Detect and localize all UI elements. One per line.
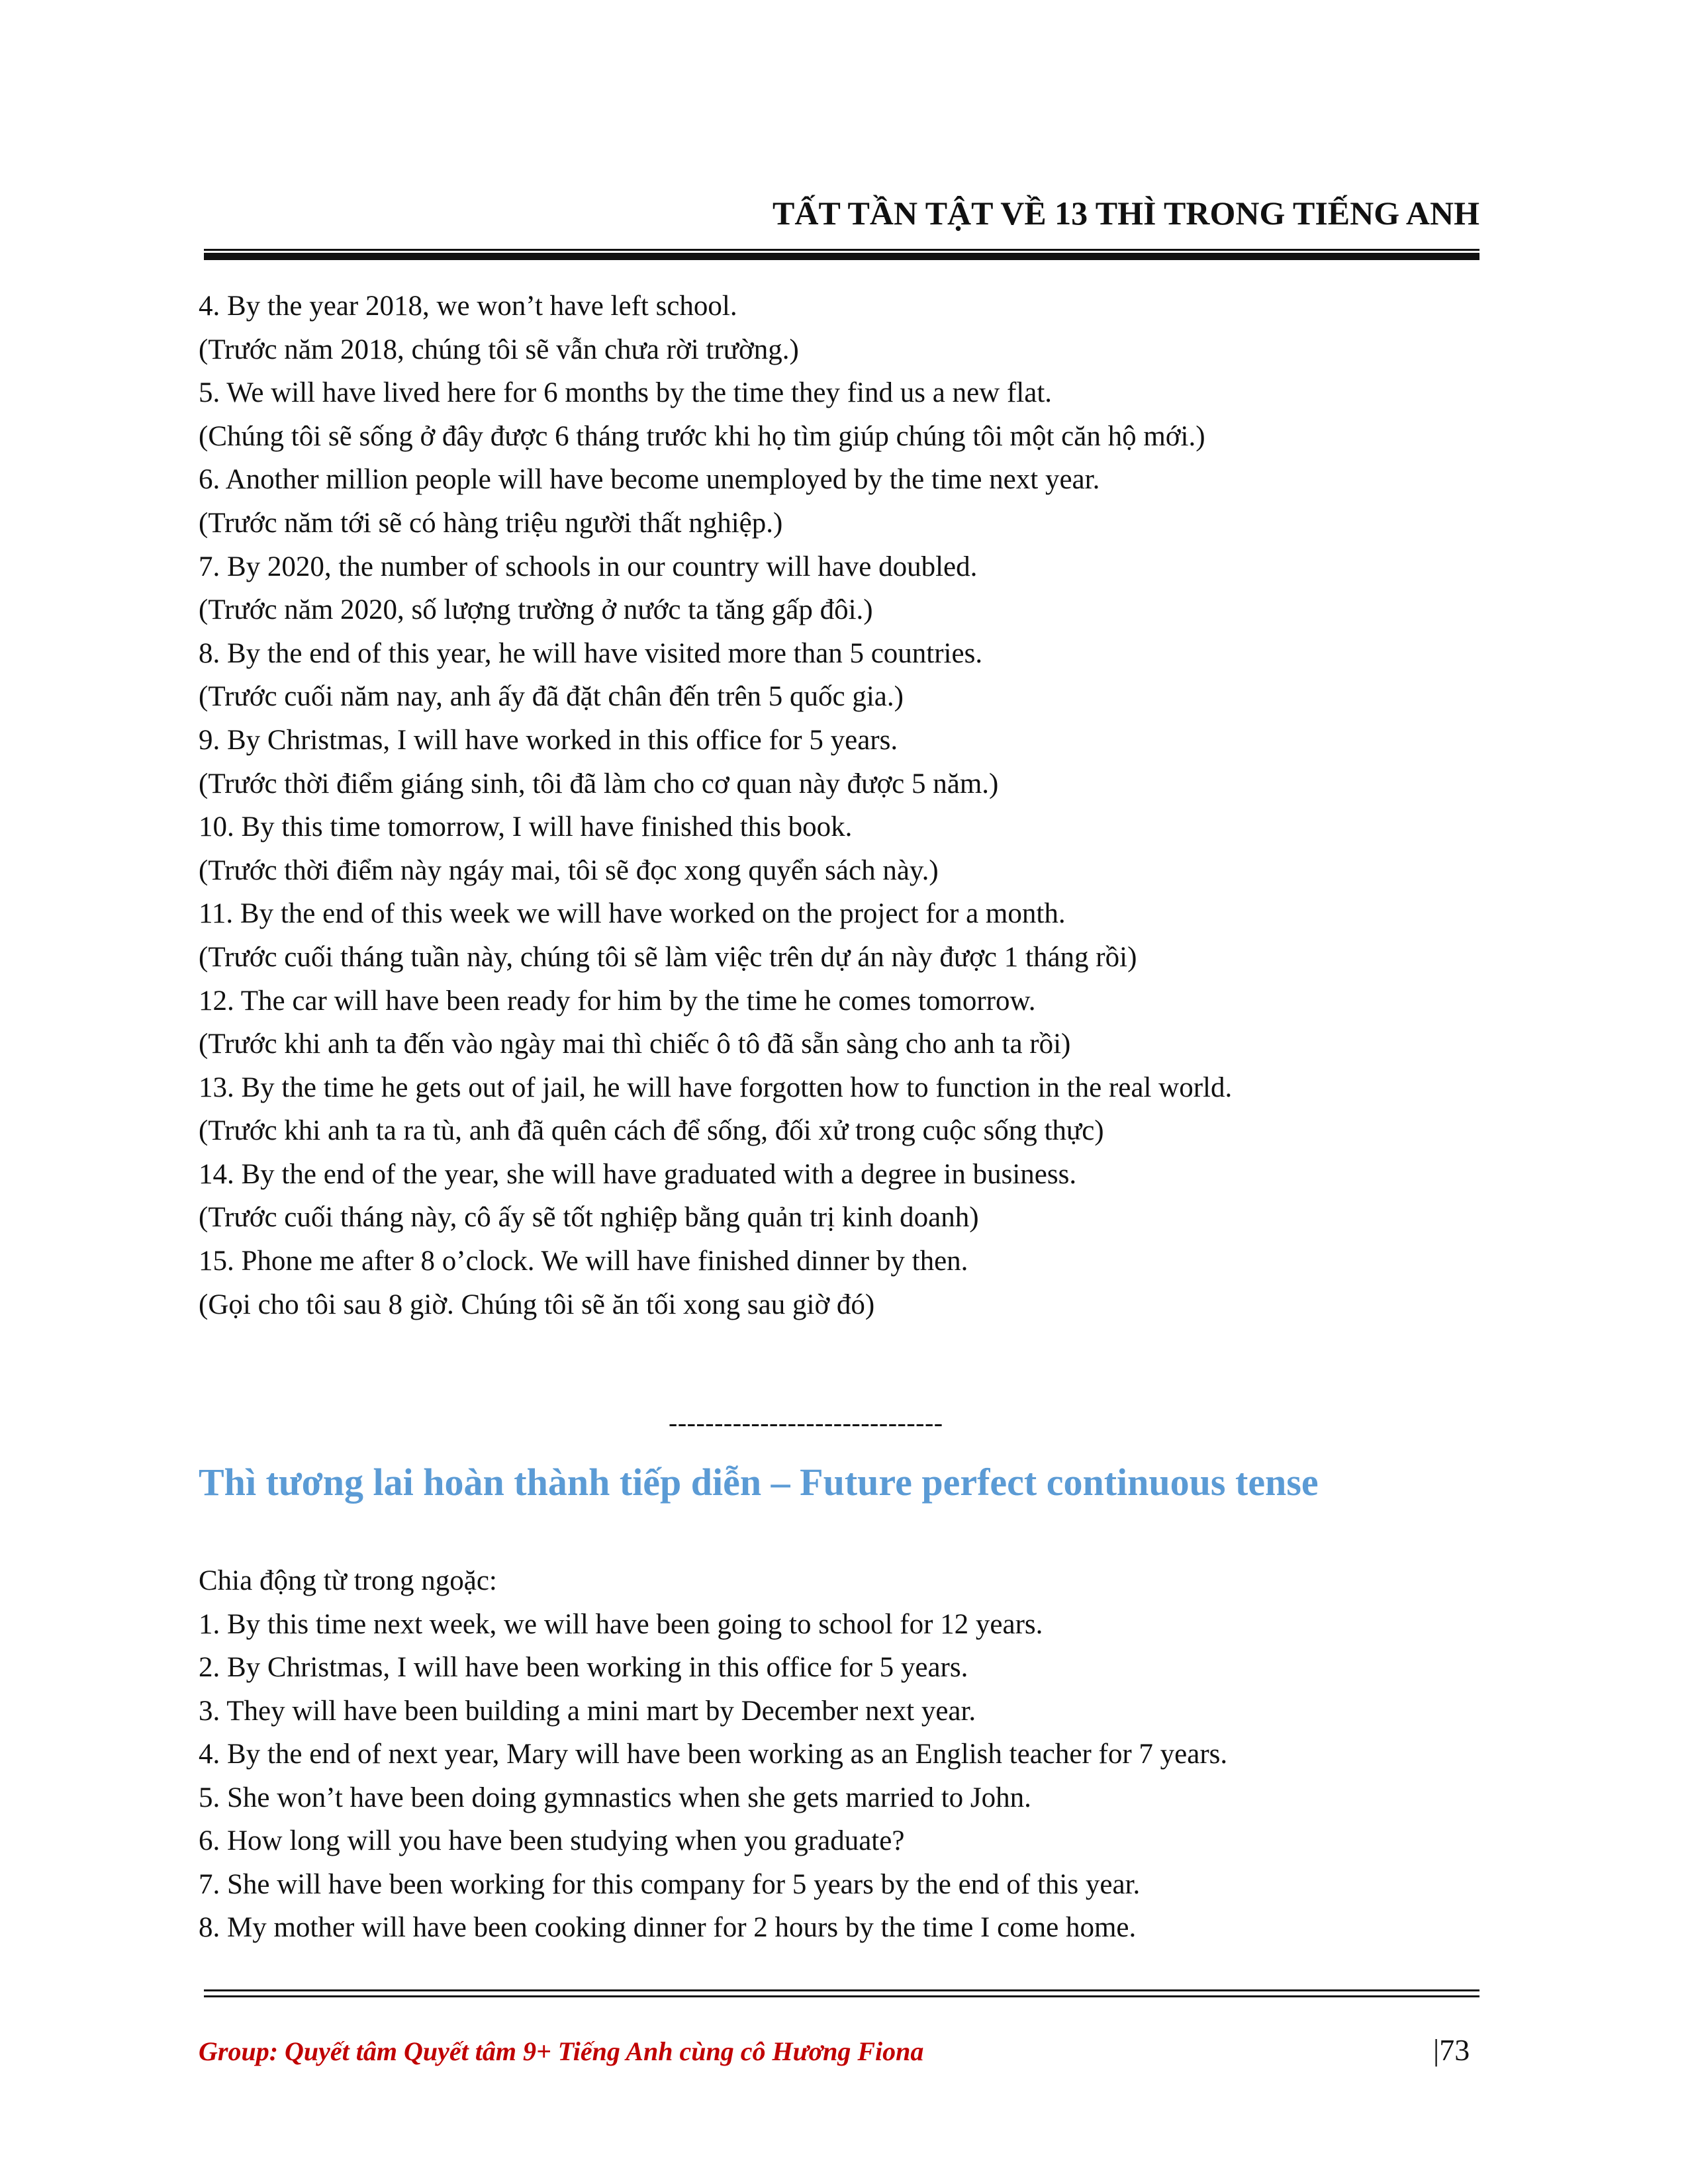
example-translation: (Trước năm 2018, chúng tôi sẽ vẫn chưa rời trường.) [199, 334, 799, 365]
example-translation: (Trước năm tới sẽ có hàng triệu người thất nghiệp.) [199, 507, 783, 539]
exercise-item: 2. By Christmas, I will have been working in this office for 5 years. [199, 1652, 968, 1683]
example-line: 5. We will have lived here for 6 months by the time they find us a new flat. [199, 377, 1053, 409]
example-line: 10. By this time tomorrow, I will have finished this book. [199, 811, 853, 843]
exercise-item: 7. She will have been working for this company for 5 years by the end of this year. [199, 1868, 1141, 1900]
exercise-item: 6. How long will you have been studying when you graduate? [199, 1825, 905, 1856]
page-number: |73 [1433, 2033, 1470, 2067]
section-separator: ------------------------------ [669, 1408, 943, 1437]
example-line: 13. By the time he gets out of jail, he will have forgotten how to function in the real world. [199, 1071, 1233, 1103]
example-translation: (Trước cuối tháng này, cô ấy sẽ tốt nghiệp bằng quản trị kinh doanh) [199, 1202, 979, 1234]
example-line: 9. By Christmas, I will have worked in this office for 5 years. [199, 724, 898, 756]
example-translation: (Trước khi anh ta đến vào ngày mai thì chiếc ô tô đã sẵn sàng cho anh ta rồi) [199, 1028, 1071, 1060]
section-title: Thì tương lai hoàn thành tiếp diễn – Future perfect continuous tense [199, 1461, 1319, 1504]
footer-rule-thin-bottom [204, 1995, 1479, 1997]
header-rule-thin [204, 249, 1479, 251]
examples-list [199, 285, 1496, 1326]
example-line: 11. By the end of this week we will have worked on the project for a month. [199, 898, 1066, 930]
example-translation: (Trước cuối tháng tuần này, chúng tôi sẽ làm việc trên dự án này được 1 tháng rồi) [199, 941, 1137, 973]
exercise-item: 8. My mother will have been cooking dinner for 2 hours by the time I come home. [199, 1912, 1137, 1943]
example-line: 6. Another million people will have become unemployed by the time next year. [199, 464, 1100, 496]
page-header-title: TẤT TẦN TẬT VỀ 13 THÌ TRONG TIẾNG ANH [773, 195, 1479, 232]
example-line: 8. By the end of this year, he will have visited more than 5 countries. [199, 637, 983, 669]
example-translation: (Gọi cho tôi sau 8 giờ. Chúng tôi sẽ ăn tối xong sau giờ đó) [199, 1289, 875, 1320]
example-line: 12. The car will have been ready for him by the time he comes tomorrow. [199, 985, 1036, 1017]
example-line: 15. Phone me after 8 o’clock. We will have finished dinner by then. [199, 1246, 968, 1277]
example-translation: (Trước thời điểm này ngáy mai, tôi sẽ đọc xong quyển sách này.) [199, 854, 939, 886]
example-translation: (Trước cuối năm nay, anh ấy đã đặt chân đến trên 5 quốc gia.) [199, 681, 904, 713]
exercise-item: 4. By the end of next year, Mary will have been working as an English teacher for 7 years. [199, 1739, 1228, 1770]
example-line: 14. By the end of the year, she will have graduated with a degree in business. [199, 1158, 1077, 1190]
header-rule-thick [204, 253, 1479, 260]
exercise-item: 1. By this time next week, we will have been going to school for 12 years. [199, 1608, 1043, 1640]
example-translation: (Trước khi anh ta ra tù, anh đã quên cách để sống, đối xử trong cuộc sống thực) [199, 1115, 1104, 1147]
example-line: 7. By 2020, the number of schools in our country will have doubled. [199, 551, 978, 582]
exercise-item: 3. They will have been building a mini mart by December next year. [199, 1695, 976, 1727]
example-translation: (Trước thời điểm giáng sinh, tôi đã làm cho cơ quan này được 5 năm.) [199, 768, 999, 799]
exercise-list [199, 1559, 1496, 1950]
example-translation: (Trước năm 2020, số lượng trường ở nước ta tăng gấp đôi.) [199, 594, 873, 626]
footer-group-name: Group: Quyết tâm Quyết tâm 9+ Tiếng Anh cùng cô Hương Fiona [199, 2036, 924, 2066]
exercise-instruction: Chia động từ trong ngoặc: [199, 1565, 497, 1596]
exercise-item: 5. She won’t have been doing gymnastics when she gets married to John. [199, 1782, 1031, 1813]
example-line: 4. By the year 2018, we won’t have left school. [199, 291, 737, 322]
example-translation: (Chúng tôi sẽ sống ở đây được 6 tháng trước khi họ tìm giúp chúng tôi một căn hộ mới.) [199, 420, 1205, 452]
footer-rule-thin-top [204, 1989, 1479, 1991]
